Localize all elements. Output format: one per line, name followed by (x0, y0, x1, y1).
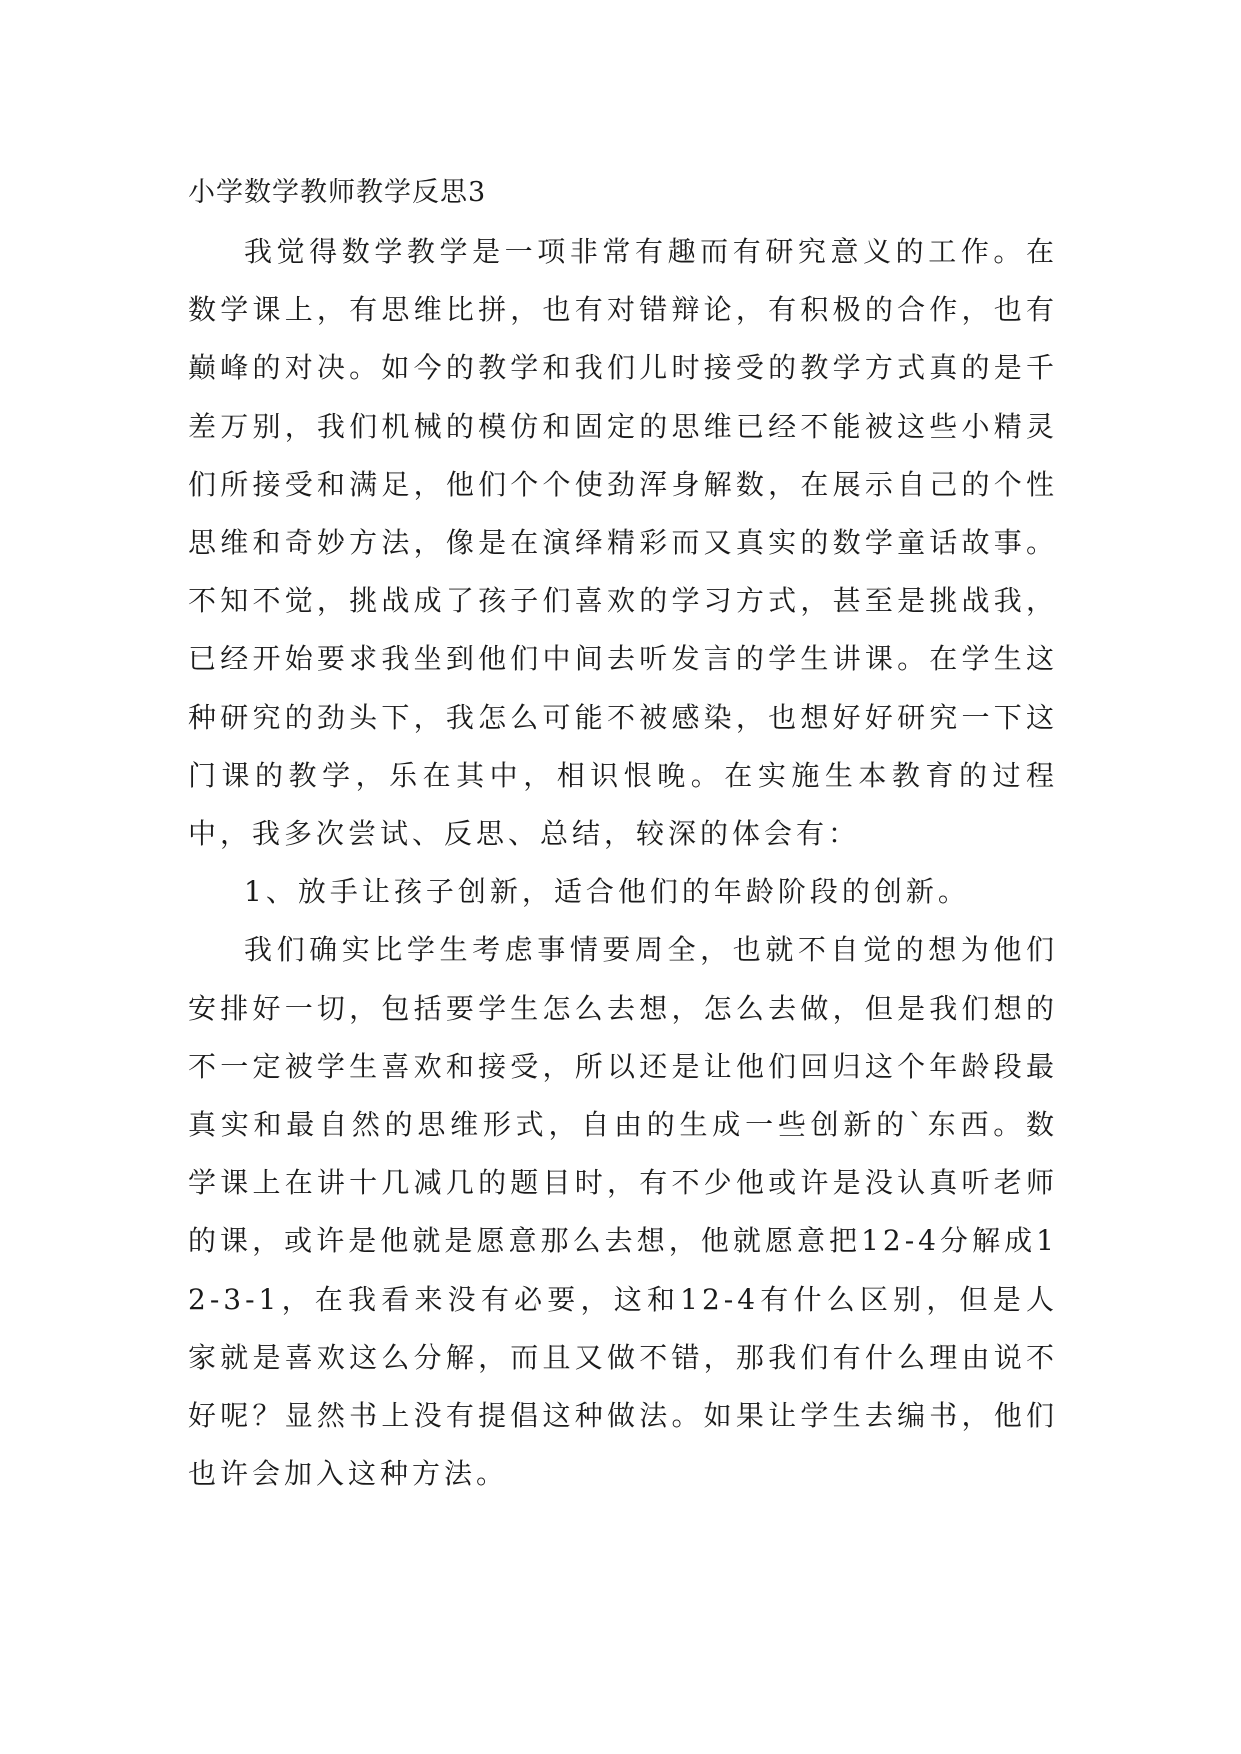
paragraph-point-1: 1、放手让孩子创新，适合他们的年龄阶段的创新。 (244, 875, 970, 909)
paragraph-intro: 我觉得数学教学是一项非常有趣而有研究意义的工作。在数学课上，有思维比拼，也有对错辩论，有积极的合作，也有巅峰的对决。如今的教学和我们儿时接受的教学方式真的是千差万别，我们机械的模仿和固定的思维已经不能被这些小精灵们所接受和满足，他们个个使劲浑身解数，在展示自己的个性思维和奇妙方法，像是在演绎精彩而又真实的数学童话故事。不知不觉，挑战成了孩子们喜欢的学习方式，甚至是挑战我，已经开始要求我坐到他们中间去听发言的学生讲课。在学生这种研究的劲头下，我怎么可能不被感染，也想好好研究一下这门课的教学，乐在其中，相识恨晚。在实施生本教育的过程中，我多次尝试、反思、总结，较深的体会有： (188, 235, 1058, 851)
document-body (188, 163, 1058, 1503)
paragraph-explanation: 我们确实比学生考虑事情要周全，也就不自觉的想为他们安排好一切，包括要学生怎么去想，怎么去做，但是我们想的不一定被学生喜欢和接受，所以还是让他们回归这个年龄段最真实和最自然的思维形式，自由的生成一些创新的`东西。数学课上在讲十几减几的题目时，有不少他或许是没认真听老师的课，或许是他就是愿意那么去想，他就愿意把12-4分解成12-3-1，在我看来没有必要，这和12-4有什么区别，但是人家就是喜欢这么分解，而且又做不错，那我们有什么理由说不好呢？显然书上没有提倡这种做法。如果让学生去编书，他们也许会加入这种方法。 (188, 933, 1058, 1491)
document-title: 小学数学教师教学反思3 (188, 177, 487, 208)
